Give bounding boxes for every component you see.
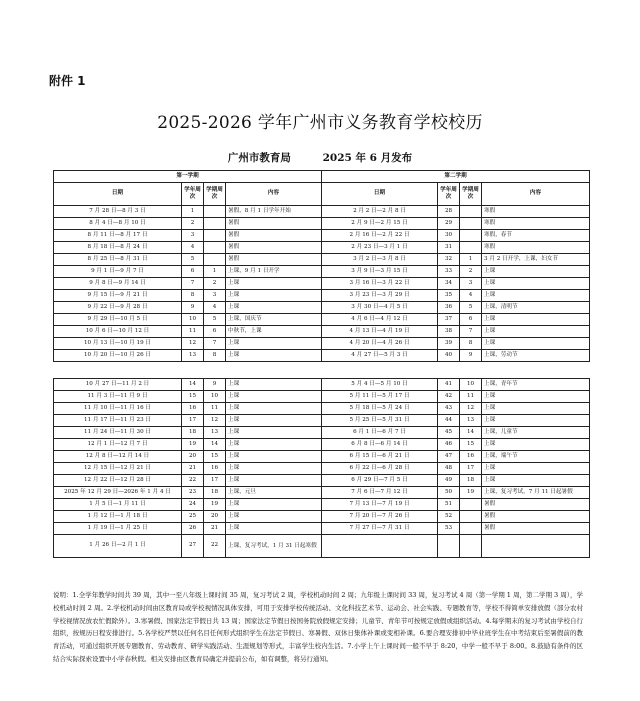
term-week-2-cell: 19 <box>460 487 482 499</box>
attachment-label: 附件 1 <box>49 74 86 88</box>
term-week-cell: 5 <box>204 314 226 326</box>
year-week-cell: 17 <box>182 415 204 427</box>
content-cell: 中秋节，上课 <box>226 326 322 338</box>
term-week-2-cell: 12 <box>460 403 482 415</box>
year-week-2-cell: 39 <box>438 338 460 350</box>
year-week-cell: 25 <box>182 511 204 523</box>
calendar-row <box>54 427 590 439</box>
date-cell: 10 月 13 日—10 月 19 日 <box>54 338 182 350</box>
content-2-cell: 暑假 <box>482 511 590 523</box>
content-cell: 上课 <box>226 511 322 523</box>
year-week-2-cell: 41 <box>438 379 460 391</box>
year-week-cell: 19 <box>182 439 204 451</box>
calendar-row <box>54 290 590 302</box>
date-cell: 8 月 25 日—8 月 31 日 <box>54 254 182 266</box>
date-2-cell: 3 月 23 日—3 月 29 日 <box>322 290 438 302</box>
content-2-cell: 上课 <box>482 278 590 290</box>
content-2-cell: 上课 <box>482 314 590 326</box>
gap-cell <box>322 362 438 379</box>
content-cell: 上课 <box>226 338 322 350</box>
date-cell: 8 月 18 日—8 月 24 日 <box>54 242 182 254</box>
term-week-cell: 4 <box>204 302 226 314</box>
term-week-cell <box>204 206 226 218</box>
date-header: 日期 <box>54 183 182 206</box>
term-week-2-cell: 8 <box>460 338 482 350</box>
date-cell: 8 月 4 日—8 月 10 日 <box>54 218 182 230</box>
year-week-2-cell: 52 <box>438 511 460 523</box>
term-week-2-cell: 4 <box>460 290 482 302</box>
term-week-cell: 20 <box>204 511 226 523</box>
date-2-cell: 2 月 9 日—2 月 15 日 <box>322 218 438 230</box>
content-2-cell: 上课 <box>482 290 590 302</box>
column-header-row <box>54 183 590 206</box>
date-cell: 9 月 22 日—9 月 28 日 <box>54 302 182 314</box>
content-cell: 上课 <box>226 391 322 403</box>
calendar-row <box>54 242 590 254</box>
year-week-2-cell: 44 <box>438 415 460 427</box>
content-2-cell: 3 月 2 日开学，上课，妇女节 <box>482 254 590 266</box>
calendar-row <box>54 475 590 487</box>
content-2-cell: 上课 <box>482 338 590 350</box>
content-cell: 上课 <box>226 451 322 463</box>
year-week-2-cell: 50 <box>438 487 460 499</box>
date-2-cell: 7 月 13 日—7 月 19 日 <box>322 499 438 511</box>
term-week-2-cell <box>460 242 482 254</box>
year-week-2-cell: 47 <box>438 451 460 463</box>
content-2-cell <box>482 535 590 558</box>
year-week-2-cell: 53 <box>438 523 460 535</box>
content-2-cell: 上课 <box>482 266 590 278</box>
year-week-2-cell: 34 <box>438 278 460 290</box>
date-2-cell: 3 月 30 日—4 月 5 日 <box>322 302 438 314</box>
date-2-cell: 2 月 16 日—2 月 22 日 <box>322 230 438 242</box>
gap-cell <box>438 362 460 379</box>
date-2-cell: 7 月 27 日—7 月 31 日 <box>322 523 438 535</box>
date-header-2: 日期 <box>322 183 438 206</box>
content-2-cell: 上课，劳动节 <box>482 350 590 362</box>
term-week-cell <box>204 218 226 230</box>
calendar-row <box>54 206 590 218</box>
content-2-cell: 暑假 <box>482 499 590 511</box>
publisher: 广州市教育局 <box>227 152 291 164</box>
year-week-cell: 11 <box>182 326 204 338</box>
calendar-row <box>54 350 590 362</box>
content-cell: 暑假 <box>226 230 322 242</box>
year-week-cell: 27 <box>182 535 204 558</box>
term-week-2-cell <box>460 523 482 535</box>
calendar-row <box>54 535 590 558</box>
year-week-cell: 1 <box>182 206 204 218</box>
term-week-2-cell: 13 <box>460 415 482 427</box>
section-gap <box>54 362 590 379</box>
calendar-table <box>53 170 590 558</box>
year-week-cell: 10 <box>182 314 204 326</box>
date-cell: 11 月 17 日—11 月 23 日 <box>54 415 182 427</box>
year-week-2-cell: 51 <box>438 499 460 511</box>
gap-cell <box>460 362 482 379</box>
content-cell: 上课 <box>226 290 322 302</box>
term-header-row <box>54 171 590 183</box>
content-2-cell: 上课，清明节 <box>482 302 590 314</box>
term-week-2-cell <box>460 230 482 242</box>
content-2-cell: 上课 <box>482 403 590 415</box>
date-cell: 12 月 15 日—12 月 21 日 <box>54 463 182 475</box>
calendar-row <box>54 499 590 511</box>
year-week-2-cell: 40 <box>438 350 460 362</box>
date-2-cell: 4 月 13 日—4 月 19 日 <box>322 326 438 338</box>
year-week-cell: 22 <box>182 475 204 487</box>
date-cell: 9 月 8 日—9 月 14 日 <box>54 278 182 290</box>
year-week-2-cell: 42 <box>438 391 460 403</box>
date-cell: 2025 年 12 月 29 日—2026 年 1 月 4 日 <box>54 487 182 499</box>
term-week-cell: 21 <box>204 523 226 535</box>
year-week-2-cell: 35 <box>438 290 460 302</box>
term-week-cell: 13 <box>204 427 226 439</box>
calendar-row <box>54 338 590 350</box>
content-cell: 上课 <box>226 499 322 511</box>
term2-header: 第二学期 <box>322 171 590 183</box>
term-week-cell: 12 <box>204 415 226 427</box>
term-week-cell: 6 <box>204 326 226 338</box>
content-2-cell: 寒假 <box>482 206 590 218</box>
content-2-cell: 上课，儿童节 <box>482 427 590 439</box>
notes: 说明：1.全学年教学时间共 39 周，其中一至八年级上课时间 35 周，复习考试 2 周，学校机动时间 2 周；九年级上课时间 33 周，复习考试 4 周（第一学期 1 周，第二学期 3 周），学校机动时间 2 周。2.学校机动时间由区教育局或学校视情况具体安排，可用于安排学校传统活动、文化科技艺术节、运动会、社会实践、专题教育等，学校不得简单安排放假（部分农村学校视情况放农忙假除外）。3.寒暑假、国家法定节假日共 13 周；国家法定节假日按国务院放假规定安排；儿童节、青年节可按规定放假或组织活动。4.每学期末的复习考试由学校自行组织，按规历日程安排进行。5.各学校严禁以任何名目任何形式组织学生在法定节假日、寒暑假、双休日集体补课或变相补课。6.要合理安排初中毕业班学生在中考结束后至暑假前的教育活动，可通过组织开展专题教育、劳动教育、研学实践活动、生涯规划等形式，丰富学生校内生活。7.小学上午上课时间一般不早于 8:20，中学一般不早于 8:00。8.鼓励有条件的区结合实际探索设置中小学春秋假。相关安排由区教育局确定并提前公布，如有调整，将另行通知。 <box>53 591 584 663</box>
content-header-2: 内容 <box>482 183 590 206</box>
term-week-cell: 8 <box>204 350 226 362</box>
content-2-cell: 上课，青年节 <box>482 379 590 391</box>
term-week-cell: 22 <box>204 535 226 558</box>
calendar-row <box>54 254 590 266</box>
term-week-2-cell: 2 <box>460 266 482 278</box>
year-week-2-cell: 32 <box>438 254 460 266</box>
year-week-cell: 13 <box>182 350 204 362</box>
year-week-cell: 18 <box>182 427 204 439</box>
content-cell: 上课，国庆节 <box>226 314 322 326</box>
date-cell: 9 月 15 日—9 月 21 日 <box>54 290 182 302</box>
gap-cell <box>54 362 182 379</box>
year-week-cell: 3 <box>182 230 204 242</box>
term-week-cell: 19 <box>204 499 226 511</box>
content-2-cell: 上课 <box>482 439 590 451</box>
year-week-cell: 26 <box>182 523 204 535</box>
year-week-cell: 24 <box>182 499 204 511</box>
calendar-row <box>54 326 590 338</box>
date-cell: 1 月 5 日—1 月 11 日 <box>54 499 182 511</box>
content-cell: 上课，元旦 <box>226 487 322 499</box>
date-cell: 8 月 11 日—8 月 17 日 <box>54 230 182 242</box>
content-cell: 上课，复习考试，1 月 31 日起寒假 <box>226 535 322 558</box>
date-2-cell: 6 月 29 日—7 月 5 日 <box>322 475 438 487</box>
year-week-2-cell: 28 <box>438 206 460 218</box>
date-2-cell: 3 月 16 日—3 月 22 日 <box>322 278 438 290</box>
content-cell: 上课 <box>226 302 322 314</box>
calendar-row <box>54 487 590 499</box>
date-cell: 7 月 28 日—8 月 3 日 <box>54 206 182 218</box>
year-week-cell: 4 <box>182 242 204 254</box>
calendar-row <box>54 230 590 242</box>
date-cell: 12 月 22 日—12 月 28 日 <box>54 475 182 487</box>
content-cell: 上课 <box>226 475 322 487</box>
content-cell: 上课 <box>226 278 322 290</box>
calendar-row <box>54 278 590 290</box>
term-week-cell <box>204 242 226 254</box>
calendar-row <box>54 439 590 451</box>
year-week-2-cell: 29 <box>438 218 460 230</box>
gap-cell <box>482 362 590 379</box>
year-week-2-cell <box>438 535 460 558</box>
term-week-header-2: 学期周次 <box>460 183 482 206</box>
date-cell: 12 月 1 日—12 月 7 日 <box>54 439 182 451</box>
term-week-cell: 17 <box>204 475 226 487</box>
content-cell: 暑假，8 月 1 日学年开始 <box>226 206 322 218</box>
date-cell: 10 月 6 日—10 月 12 日 <box>54 326 182 338</box>
date-2-cell: 3 月 2 日—3 月 8 日 <box>322 254 438 266</box>
year-week-2-cell: 31 <box>438 242 460 254</box>
date-cell: 12 月 8 日—12 月 14 日 <box>54 451 182 463</box>
content-cell: 上课 <box>226 350 322 362</box>
term-week-cell <box>204 254 226 266</box>
year-week-cell: 7 <box>182 278 204 290</box>
year-week-cell: 9 <box>182 302 204 314</box>
date-cell: 11 月 10 日—11 月 16 日 <box>54 403 182 415</box>
year-week-2-cell: 37 <box>438 314 460 326</box>
calendar-row <box>54 379 590 391</box>
term-week-cell: 1 <box>204 266 226 278</box>
content-2-cell: 上课 <box>482 475 590 487</box>
date-cell: 11 月 24 日—11 月 30 日 <box>54 427 182 439</box>
content-cell: 暑假 <box>226 242 322 254</box>
year-week-2-cell: 30 <box>438 230 460 242</box>
term-week-2-cell: 5 <box>460 302 482 314</box>
content-2-cell: 上课 <box>482 391 590 403</box>
year-week-2-cell: 48 <box>438 463 460 475</box>
date-2-cell: 5 月 25 日—5 月 31 日 <box>322 415 438 427</box>
term-week-2-cell: 9 <box>460 350 482 362</box>
content-cell: 上课 <box>226 523 322 535</box>
year-week-header-2: 学年周次 <box>438 183 460 206</box>
term-week-2-cell: 17 <box>460 463 482 475</box>
year-week-cell: 23 <box>182 487 204 499</box>
year-week-cell: 14 <box>182 379 204 391</box>
calendar-row <box>54 266 590 278</box>
content-2-cell: 寒假 <box>482 242 590 254</box>
content-2-cell: 寒假 <box>482 218 590 230</box>
term-week-cell: 15 <box>204 451 226 463</box>
term-week-2-cell: 3 <box>460 278 482 290</box>
term-week-2-cell: 18 <box>460 475 482 487</box>
date-2-cell: 2 月 23 日—3 月 1 日 <box>322 242 438 254</box>
term-week-2-cell: 1 <box>460 254 482 266</box>
term-week-cell: 16 <box>204 463 226 475</box>
gap-cell <box>226 362 322 379</box>
term-week-cell: 14 <box>204 439 226 451</box>
term-week-2-cell: 16 <box>460 451 482 463</box>
term-week-cell: 7 <box>204 338 226 350</box>
date-2-cell <box>322 535 438 558</box>
date-cell: 10 月 27 日—11 月 2 日 <box>54 379 182 391</box>
year-week-2-cell: 38 <box>438 326 460 338</box>
content-cell: 上课，9 月 1 日开学 <box>226 266 322 278</box>
date-2-cell: 6 月 15 日—6 月 21 日 <box>322 451 438 463</box>
term-week-2-cell <box>460 535 482 558</box>
term-week-cell: 9 <box>204 379 226 391</box>
term-week-2-cell: 7 <box>460 326 482 338</box>
calendar-row <box>54 451 590 463</box>
content-cell: 暑假 <box>226 218 322 230</box>
content-2-cell: 上课，复习考试，7 月 11 日起暑假 <box>482 487 590 499</box>
publisher-line <box>0 150 640 165</box>
calendar-row <box>54 302 590 314</box>
content-2-cell: 寒假，春节 <box>482 230 590 242</box>
date-cell: 11 月 3 日—11 月 9 日 <box>54 391 182 403</box>
date-2-cell: 7 月 20 日—7 月 26 日 <box>322 511 438 523</box>
year-week-header: 学年周次 <box>182 183 204 206</box>
content-cell: 上课 <box>226 427 322 439</box>
term-week-2-cell <box>460 499 482 511</box>
year-week-cell: 20 <box>182 451 204 463</box>
term-week-cell: 18 <box>204 487 226 499</box>
content-2-cell: 上课 <box>482 415 590 427</box>
date-2-cell: 6 月 1 日—6 月 7 日 <box>322 427 438 439</box>
date-2-cell: 5 月 18 日—5 月 24 日 <box>322 403 438 415</box>
year-week-2-cell: 46 <box>438 439 460 451</box>
gap-cell <box>182 362 204 379</box>
term-week-2-cell: 15 <box>460 439 482 451</box>
date-2-cell: 4 月 27 日—5 月 3 日 <box>322 350 438 362</box>
year-week-cell: 8 <box>182 290 204 302</box>
gap-cell <box>204 362 226 379</box>
term-week-header: 学期周次 <box>204 183 226 206</box>
date-2-cell: 4 月 20 日—4 月 26 日 <box>322 338 438 350</box>
publish-date: 2025 年 6 月发布 <box>322 152 413 164</box>
year-week-cell: 2 <box>182 218 204 230</box>
content-2-cell: 上课 <box>482 463 590 475</box>
term-week-2-cell: 6 <box>460 314 482 326</box>
year-week-2-cell: 45 <box>438 427 460 439</box>
year-week-cell: 5 <box>182 254 204 266</box>
calendar-row <box>54 523 590 535</box>
content-cell: 上课 <box>226 439 322 451</box>
content-cell: 暑假 <box>226 254 322 266</box>
date-2-cell: 6 月 8 日—6 月 14 日 <box>322 439 438 451</box>
term-week-2-cell: 14 <box>460 427 482 439</box>
calendar-row <box>54 403 590 415</box>
term-week-2-cell <box>460 511 482 523</box>
calendar-row <box>54 391 590 403</box>
date-2-cell: 5 月 11 日—5 月 17 日 <box>322 391 438 403</box>
page-title: 2025-2026 学年广州市义务教育学校校历 <box>157 113 483 133</box>
calendar-row <box>54 415 590 427</box>
content-2-cell: 暑假 <box>482 523 590 535</box>
date-2-cell: 6 月 22 日—6 月 28 日 <box>322 463 438 475</box>
date-2-cell: 5 月 4 日—5 月 10 日 <box>322 379 438 391</box>
term-week-cell: 2 <box>204 278 226 290</box>
year-week-cell: 15 <box>182 391 204 403</box>
content-2-cell: 上课，端午节 <box>482 451 590 463</box>
year-week-2-cell: 43 <box>438 403 460 415</box>
year-week-cell: 12 <box>182 338 204 350</box>
content-cell: 上课 <box>226 379 322 391</box>
calendar-row <box>54 463 590 475</box>
content-cell: 上课 <box>226 403 322 415</box>
date-cell: 1 月 26 日—2 月 1 日 <box>54 535 182 558</box>
date-cell: 1 月 12 日—1 月 18 日 <box>54 511 182 523</box>
date-2-cell: 2 月 2 日—2 月 8 日 <box>322 206 438 218</box>
term-week-2-cell: 11 <box>460 391 482 403</box>
date-2-cell: 7 月 6 日—7 月 12 日 <box>322 487 438 499</box>
content-cell: 上课 <box>226 415 322 427</box>
term-week-2-cell <box>460 206 482 218</box>
date-cell: 1 月 19 日—1 月 25 日 <box>54 523 182 535</box>
term1-header: 第一学期 <box>54 171 322 183</box>
content-header: 内容 <box>226 183 322 206</box>
content-cell: 上课 <box>226 463 322 475</box>
term-week-cell: 10 <box>204 391 226 403</box>
term-week-cell: 11 <box>204 403 226 415</box>
year-week-cell: 21 <box>182 463 204 475</box>
date-2-cell: 3 月 9 日—3 月 15 日 <box>322 266 438 278</box>
term-week-cell: 3 <box>204 290 226 302</box>
calendar-row <box>54 218 590 230</box>
content-2-cell: 上课 <box>482 326 590 338</box>
year-week-2-cell: 33 <box>438 266 460 278</box>
term-week-2-cell <box>460 218 482 230</box>
date-cell: 9 月 29 日—10 月 5 日 <box>54 314 182 326</box>
year-week-cell: 16 <box>182 403 204 415</box>
calendar-row <box>54 511 590 523</box>
calendar-row <box>54 314 590 326</box>
date-2-cell: 4 月 6 日—4 月 12 日 <box>322 314 438 326</box>
date-cell: 10 月 20 日—10 月 26 日 <box>54 350 182 362</box>
date-cell: 9 月 1 日—9 月 7 日 <box>54 266 182 278</box>
year-week-2-cell: 36 <box>438 302 460 314</box>
year-week-cell: 6 <box>182 266 204 278</box>
term-week-cell <box>204 230 226 242</box>
year-week-2-cell: 49 <box>438 475 460 487</box>
term-week-2-cell: 10 <box>460 379 482 391</box>
